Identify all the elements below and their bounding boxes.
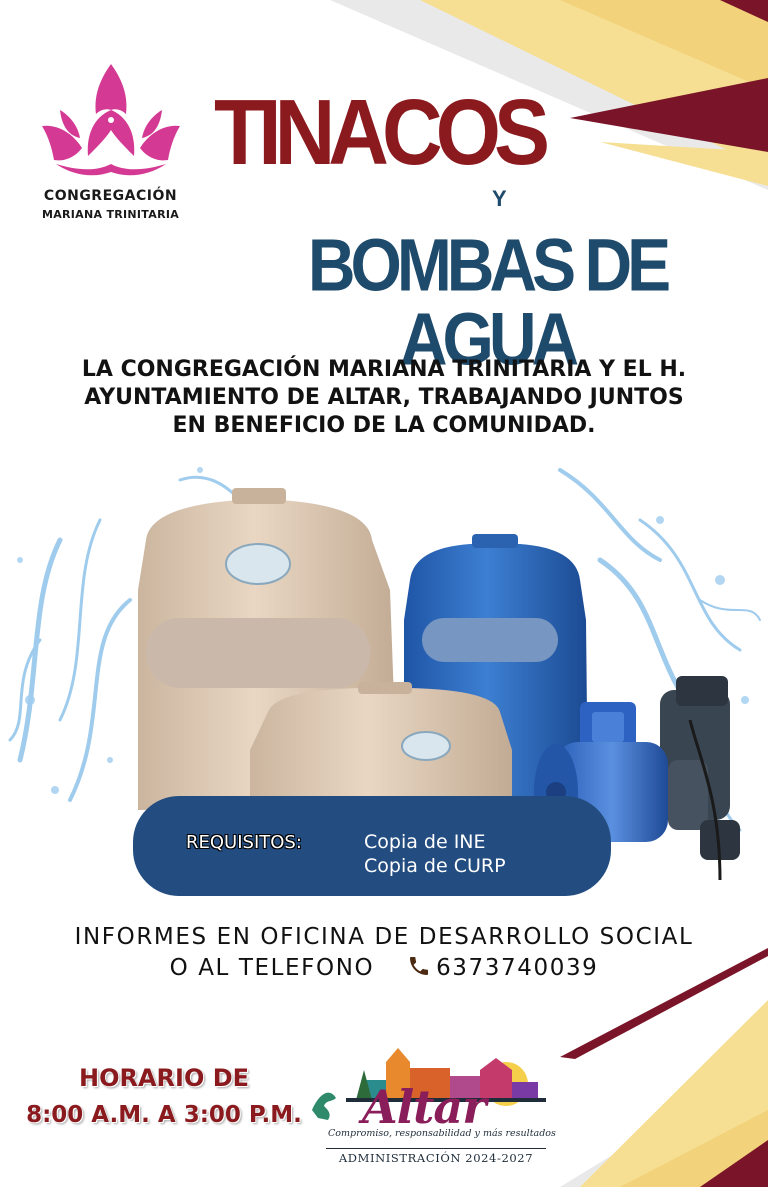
title-tinacos: TINACOS: [214, 80, 543, 184]
altar-municipality-logo: [306, 1040, 556, 1180]
logo-text-line1: CONGREGACIÓN: [43, 188, 178, 204]
info-line2: [20, 954, 748, 981]
intro-line2: AYUNTAMIENTO DE ALTAR, TRABAJANDO JUNTOS: [84, 385, 684, 410]
hours-range: 8:00 A.M. A 3:00 P.M.: [26, 1102, 302, 1128]
congregacion-logo: [28, 60, 193, 230]
requirement-item-curp: Copia de CURP: [364, 855, 506, 877]
requirements-label: REQUISITOS:: [186, 832, 302, 853]
altar-wordmark: Altar: [362, 1080, 486, 1134]
requirement-item-ine: Copia de INE: [364, 831, 486, 853]
lotus-flower-icon: [36, 60, 186, 180]
logo-text-line2: MARIANA TRINITARIA: [41, 208, 180, 221]
phone-number: 6373740039: [436, 955, 599, 981]
phone-icon: [406, 954, 432, 978]
title-bombas-de-agua: BOMBAS DE AGUA: [307, 223, 667, 381]
altar-slogan: Compromiso, responsabilidad y más resultados: [328, 1128, 556, 1139]
intro-line1: LA CONGREGACIÓN MARIANA TRINITARIA Y EL H.: [81, 357, 687, 382]
intro-text: [30, 356, 738, 440]
intro-line3: EN BENEFICIO DE LA COMUNIDAD.: [172, 413, 596, 438]
title-connector: Y: [492, 186, 507, 211]
hours-label: HORARIO DE: [78, 1064, 250, 1092]
info-phone-prefix: O AL TELEFONO: [169, 955, 375, 981]
altar-administration: ADMINISTRACIÓN 2024-2027: [326, 1148, 546, 1165]
info-line1: INFORMES EN OFICINA DE DESARROLLO SOCIAL: [74, 924, 694, 950]
